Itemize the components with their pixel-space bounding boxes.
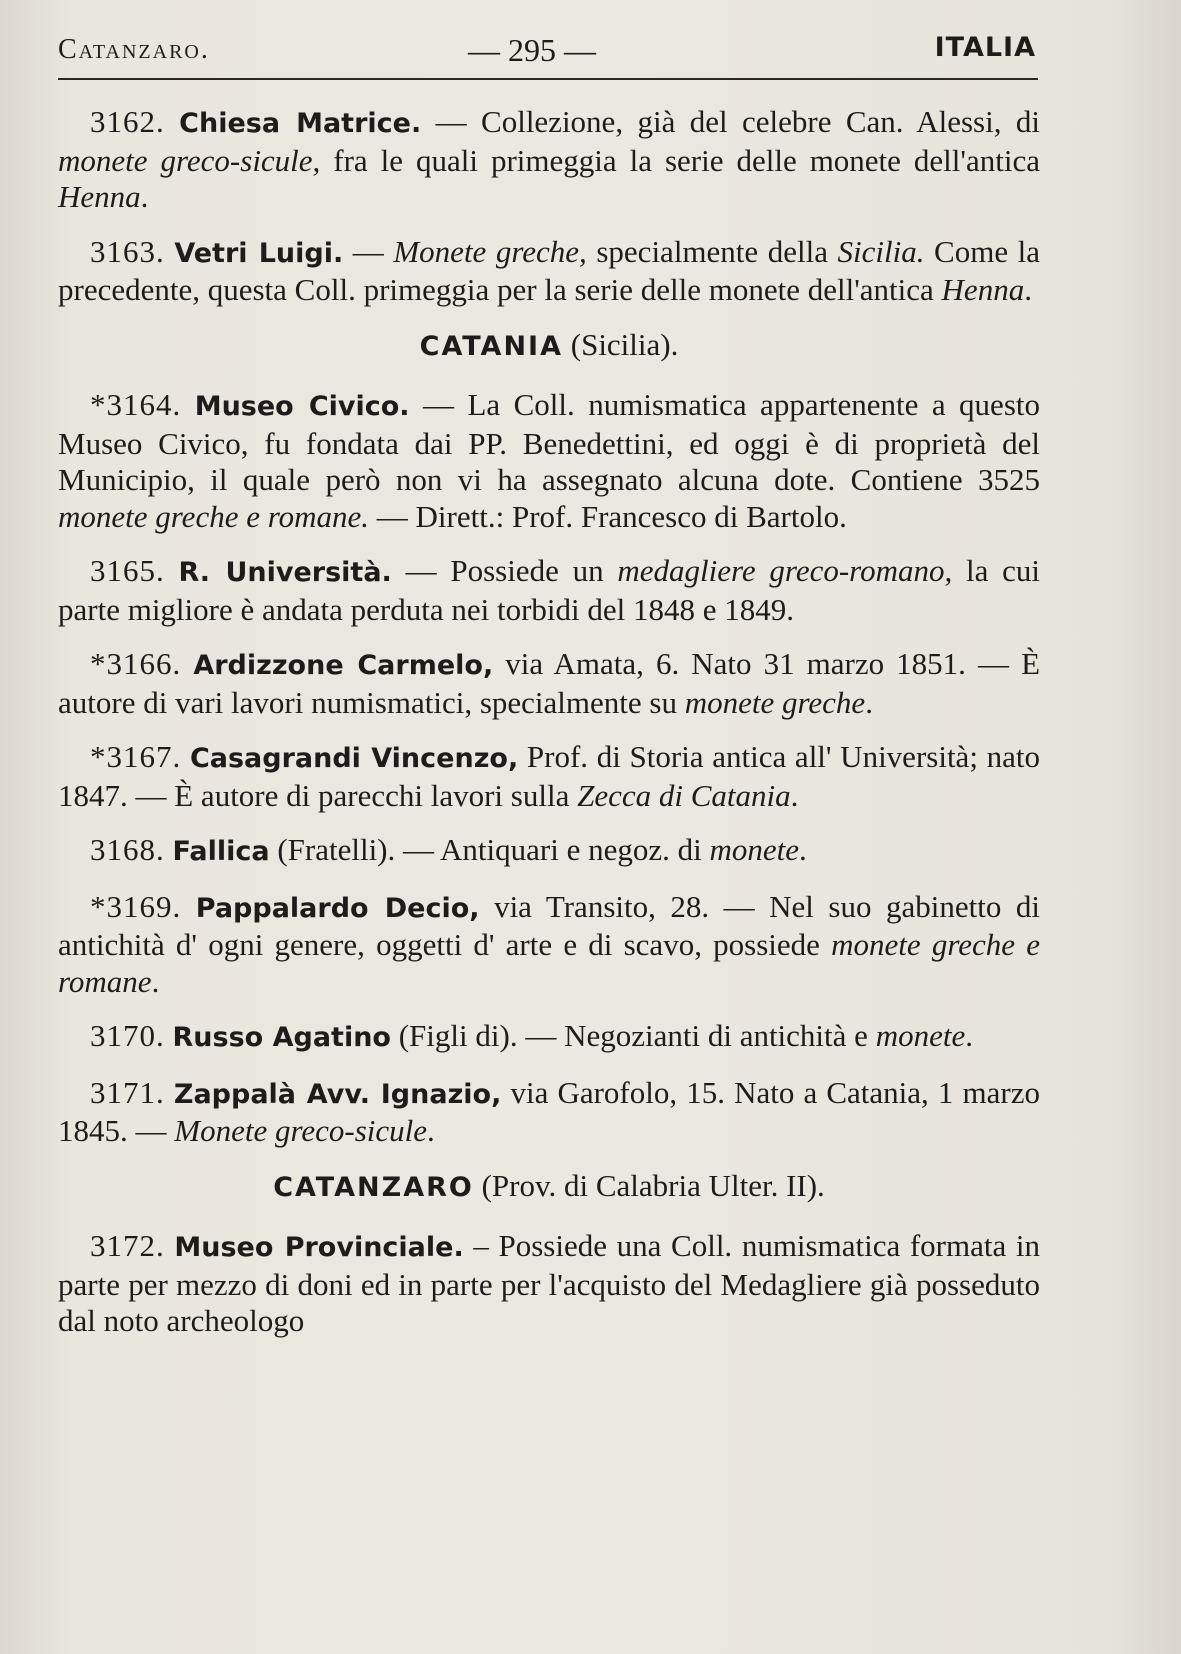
entry-text: Come la precedente, questa Coll. primeggia per la serie delle monete dell'antica (58, 233, 1041, 307)
entry-name: Vetri Luigi. (174, 237, 344, 269)
entry-text: – Possiede una Coll. numismatica formata in parte per mezzo di doni ed in parte per l'acquisto del Medagliere già posseduto dal noto archeologo (58, 1228, 1040, 1338)
entry-text: . (151, 963, 160, 999)
entry-text: . (865, 684, 873, 720)
running-head-country: ITALIA (934, 32, 1036, 63)
entry-text: (Figli di). — Negozianti di antichità e (390, 1018, 876, 1053)
entry-text: . (799, 832, 807, 867)
entry-text: — La Coll. numismatica appartenente a questo Museo Civico, fu fondata dai PP. Benedettini, ed oggi è di proprietà del Municipio, il quale però non vi ha assegnato alcuna dote. Contiene 3525 (58, 387, 1040, 497)
entry-number: *3164. (90, 387, 182, 422)
entry-number: *3166. (90, 646, 182, 681)
entry-name: Casagrandi Vincenzo, (189, 743, 519, 774)
entry-italic: Sicilia. (837, 233, 925, 269)
entry-number: *3169. (90, 888, 182, 924)
entry-text: . (427, 1113, 435, 1148)
entry-3166 (58, 646, 1040, 721)
entry-3164 (58, 387, 1040, 535)
entry-italic: Henna (941, 272, 1025, 307)
entry-name: Chiesa Matrice. (179, 108, 422, 139)
entry-text: via Garofolo, 15. Nato a Catania, 1 marzo 1845. — (58, 1074, 1040, 1148)
entry-italic: Zecca di Catania (577, 777, 791, 813)
running-head-place: Catanzaro. (58, 34, 210, 65)
entry-name: Fallica (172, 836, 270, 867)
entry-name: Zappalà Avv. Ignazio, (173, 1078, 502, 1110)
entry-text: fra le quali primeggia la serie delle monete dell'antica (320, 142, 1040, 178)
entry-text: . (965, 1018, 973, 1053)
page-body (58, 104, 1040, 1358)
entry-3168 (58, 832, 1040, 871)
entry-number: 3162. (90, 104, 165, 139)
page-number: — 295 — (468, 32, 596, 68)
entry-italic: medagliere greco-romano, (617, 553, 953, 588)
entry-text: . (790, 777, 799, 813)
entry-3165 (58, 553, 1040, 628)
running-head (58, 28, 1036, 80)
entry-text: . (1024, 272, 1032, 307)
entry-text: (Fratelli). — Antiquari e negoz. di (269, 832, 710, 867)
entry-text: — (343, 233, 394, 269)
entry-text: specialmente della (586, 233, 838, 269)
entry-number: 3171. (90, 1074, 165, 1110)
entry-italic: monete (875, 1018, 966, 1053)
entry-italic: Monete greche, (393, 233, 587, 269)
entry-name: R. Università. (178, 557, 392, 588)
entry-number: 3165. (90, 553, 165, 588)
entry-number: 3163. (90, 233, 165, 269)
section-heading-catanzaro (58, 1168, 1040, 1207)
entry-3163 (58, 234, 1040, 309)
entry-italic: Henna (58, 179, 141, 214)
entry-name: Museo Civico. (194, 391, 410, 422)
entry-name: Ardizzone Carmelo, (193, 650, 494, 681)
entry-number: 3172. (90, 1228, 165, 1263)
entry-3172 (58, 1228, 1040, 1340)
entry-number: 3168. (90, 832, 165, 867)
entry-3169 (58, 889, 1040, 1001)
section-city: CATANIA (419, 330, 563, 362)
entry-name: Russo Agatino (172, 1022, 391, 1053)
entry-text: Prof. di Storia antica all' Università; nato 1847. — È autore di parecchi lavori sulla (58, 739, 1040, 813)
entry-text: . (140, 179, 149, 214)
section-heading-catania (58, 327, 1040, 366)
entry-text: via Amata, 6. Nato 31 marzo 1851. — È autore di vari lavori numismatici, specialmente su (58, 646, 1040, 720)
entry-number: 3170. (90, 1018, 165, 1053)
section-city: CATANZARO (273, 1171, 474, 1203)
entry-text: — Collezione, già del celebre Can. Alessi, di (421, 104, 1040, 139)
entry-text: via Transito, 28. — Nel suo gabinetto di antichità d' ogni genere, oggetti d' arte e di scavo, possiede (58, 888, 1040, 962)
entry-italic: monete greche e romane. (58, 498, 370, 534)
entry-italic: monete greche (684, 684, 866, 720)
entry-3162 (58, 104, 1040, 216)
entry-text: — Dirett.: Prof. Francesco di Bartolo. (369, 498, 847, 534)
entry-text: la cui parte migliore è andata perduta nei torbidi del 1848 e 1849. (58, 553, 1040, 627)
entry-italic: monete (709, 832, 800, 867)
entry-name: Pappalardo Decio, (195, 892, 480, 924)
entry-text: — Possiede un (391, 553, 618, 588)
entry-3170 (58, 1018, 1040, 1057)
entry-3167 (58, 739, 1040, 814)
entry-italic: monete greco-sicule, (58, 142, 321, 178)
section-detail: (Prov. di Calabria Ulter. II). (473, 1167, 825, 1203)
header-rule (58, 78, 1038, 80)
section-detail: (Sicilia). (563, 326, 679, 362)
entry-number: *3167. (90, 739, 182, 774)
entry-3171 (58, 1075, 1040, 1150)
entry-italic: Monete greco-sicule (174, 1113, 428, 1148)
entry-italic: monete greche e romane (58, 927, 1040, 999)
entry-name: Museo Provinciale. (174, 1232, 464, 1263)
